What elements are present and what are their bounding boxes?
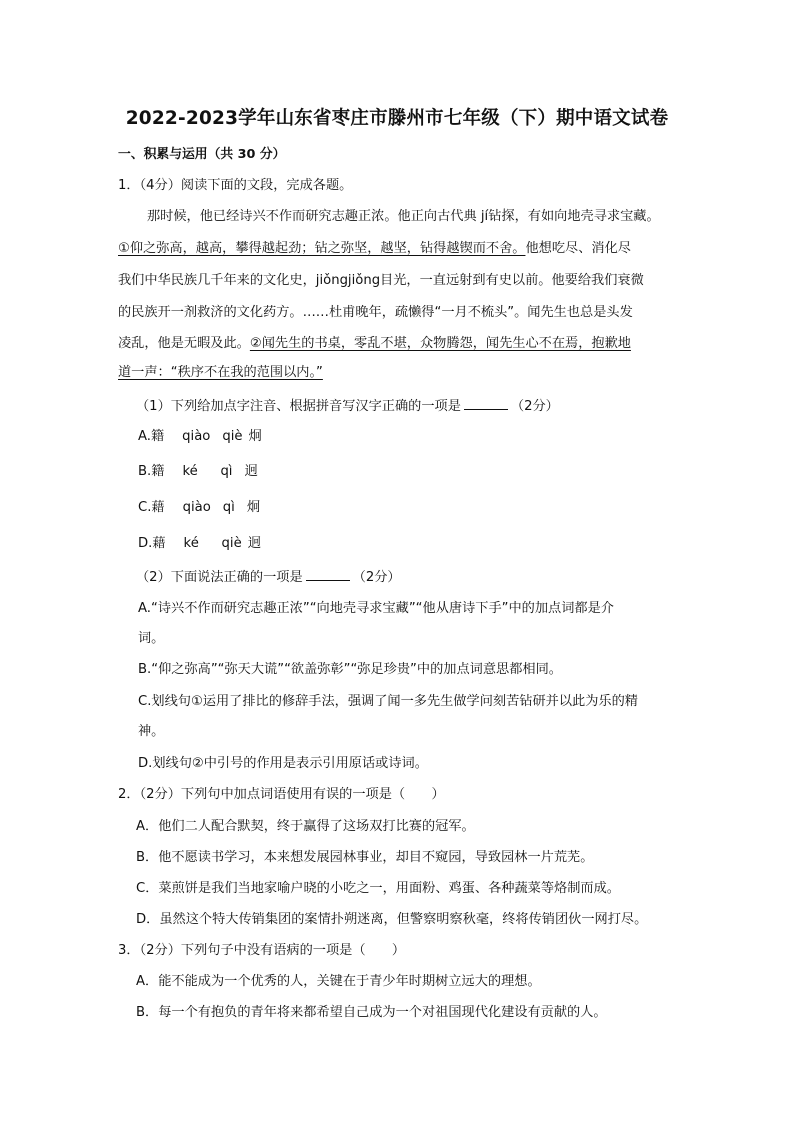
q1-sub1-option-c bbox=[138, 499, 260, 517]
q3-stem: 3．（2分）下列句子中没有语病的一项是（ ） bbox=[118, 943, 406, 958]
passage-text: 凌乱，他是无暇及此。 bbox=[118, 336, 250, 351]
answer-blank[interactable] bbox=[306, 568, 350, 581]
q3-option-a: A．能不能成为一个优秀的人，关键在于青少年时期树立远大的理想。 bbox=[136, 974, 541, 989]
passage-text: 他想吃尽、消化尽 bbox=[525, 241, 631, 256]
option-label: A. bbox=[138, 429, 151, 444]
option-label: D. bbox=[138, 536, 153, 551]
q1-sub2-stem bbox=[136, 568, 401, 587]
page-title: 2022-2023学年山东省枣庄市滕州市七年级（下）期中语文试卷 bbox=[125, 108, 669, 129]
option-char: 迥 bbox=[244, 464, 258, 479]
score-label: （2分） bbox=[510, 399, 559, 414]
q1-sub2-option-d: D.划线句②中引号的作用是表示引用原话或诗词。 bbox=[138, 756, 428, 771]
q1-sub1-stem bbox=[136, 397, 559, 416]
option-word: 藉 bbox=[151, 500, 165, 515]
underlined-sentence-1: ①仰之弥高，越高，攀得越起劲；钻之弥坚，越坚，钻得越锲而不舍。 bbox=[118, 241, 526, 256]
q2-option-c: C．菜煎饼是我们当地家喻户晓的小吃之一，用面粉、鸡蛋、各种蔬菜等烙制而成。 bbox=[136, 881, 620, 896]
option-label: C. bbox=[138, 500, 152, 515]
option-pinyin: qì bbox=[220, 464, 233, 479]
option-pinyin: ké bbox=[183, 536, 199, 551]
passage-line-6: 道一声：“秩序不在我的范围以内。” bbox=[118, 365, 323, 380]
passage-line-1: 那时候，他已经诗兴不作而研究志趣正浓。他正向古代典 jí钻探，有如向地壳寻求宝藏。 bbox=[147, 209, 660, 224]
option-pinyin: qiào bbox=[182, 500, 211, 515]
score-label: （2分） bbox=[352, 570, 401, 585]
q2-option-b: B．他不愿读书学习，本来想发展园林事业，却目不窥园，导致园林一片荒芜。 bbox=[136, 850, 594, 865]
option-char: 迥 bbox=[247, 536, 261, 551]
q2-stem: 2．（2分）下列句中加点词语使用有误的一项是（ ） bbox=[118, 787, 445, 802]
option-pinyin: qiào bbox=[182, 429, 211, 444]
option-char: 炯 bbox=[248, 429, 262, 444]
q1-sub1-option-b bbox=[138, 463, 258, 481]
section-heading: 一、积累与运用（共 30 分） bbox=[118, 147, 286, 162]
q1-sub2-option-c-cont: 神。 bbox=[138, 724, 165, 739]
option-word: 籍 bbox=[150, 429, 165, 444]
q2-option-d: D．虽然这个特大传销集团的案情扑朔迷离，但警察明察秋毫，终将传销团伙一网打尽。 bbox=[136, 912, 648, 927]
passage-line-3: 我们中华民族几千年来的文化史，jiǒngjiǒng目光，一直远射到有史以前。他要给我们衰微 bbox=[118, 273, 644, 288]
sub-question-text: （1）下列给加点字注音、根据拼音写汉字正确的一项是 bbox=[136, 399, 461, 414]
option-label: B. bbox=[138, 464, 152, 479]
q3-option-b: B．每一个有抱负的青年将来都希望自己成为一个对祖国现代化建设有贡献的人。 bbox=[136, 1005, 607, 1020]
q1-sub2-option-a: A.“诗兴不作而研究志趣正浓”“向地壳寻求宝藏”“他从唐诗下手”中的加点词都是介 bbox=[138, 601, 614, 616]
answer-blank[interactable] bbox=[464, 397, 508, 410]
option-word: 藉 bbox=[152, 536, 166, 551]
option-word: 籍 bbox=[151, 464, 165, 479]
passage-line-2 bbox=[118, 240, 631, 258]
q1-sub1-option-d bbox=[138, 535, 261, 553]
sub-question-text: （2）下面说法正确的一项是 bbox=[136, 570, 303, 585]
q1-stem: 1．（4分）阅读下面的文段，完成各题。 bbox=[118, 178, 353, 193]
option-pinyin: qiè bbox=[221, 536, 242, 551]
option-pinyin: qiè bbox=[222, 429, 243, 444]
q1-sub2-option-c: C.划线句①运用了排比的修辞手法，强调了闻一多先生做学问刻苦钻研并以此为乐的精 bbox=[138, 694, 638, 709]
q1-sub1-option-a bbox=[138, 428, 262, 446]
passage-line-5 bbox=[118, 335, 631, 353]
underlined-sentence-2: ②闻先生的书桌，零乱不堪，众物腾怨，闻先生心不在焉，抱歉地 bbox=[249, 336, 631, 351]
q2-option-a: A．他们二人配合默契，终于赢得了这场双打比赛的冠军。 bbox=[136, 819, 475, 834]
q1-sub2-option-a-cont: 词。 bbox=[138, 631, 165, 646]
option-char: 炯 bbox=[246, 500, 261, 515]
passage-line-4: 的民族开一剂救济的文化药方。……杜甫晚年，疏懒得“一月不梳头”。闻先生也总是头发 bbox=[118, 305, 633, 320]
option-pinyin: ké bbox=[182, 464, 198, 479]
option-pinyin: qì bbox=[222, 500, 235, 515]
q1-sub2-option-b: B.“仰之弥高”“弥天大谎”“欲盖弥彰”“弥足珍贵”中的加点词意思都相同。 bbox=[138, 662, 562, 677]
